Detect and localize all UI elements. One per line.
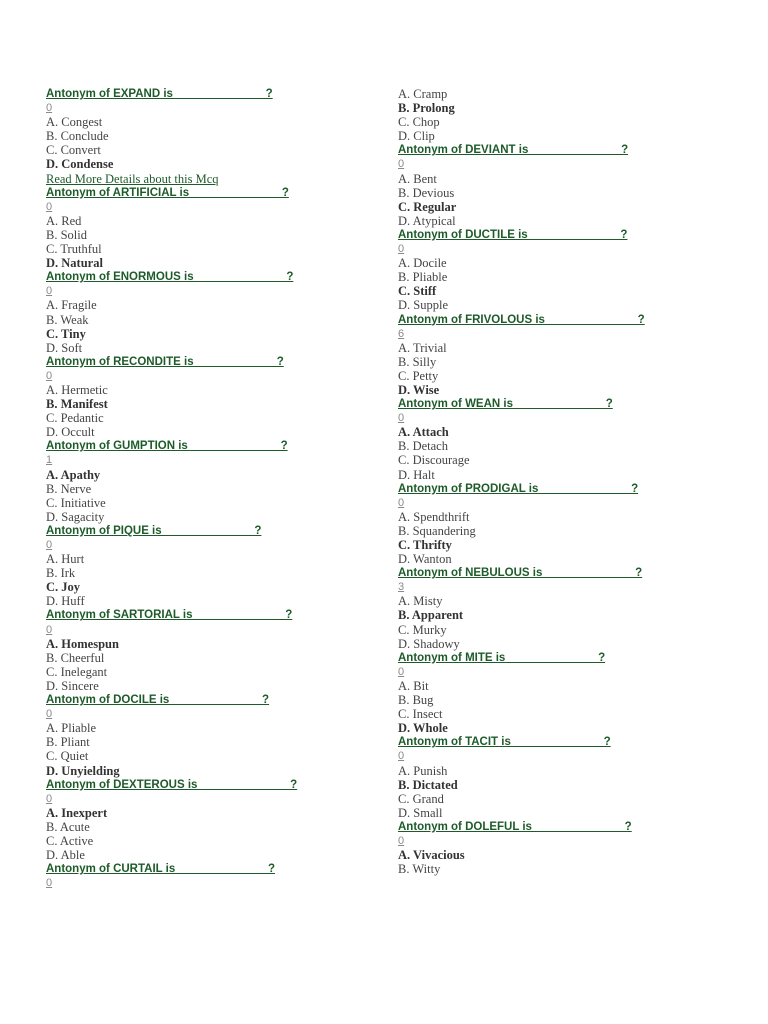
answer-option: A. Misty xyxy=(398,594,443,609)
answer-option: C. Petty xyxy=(398,368,439,383)
correct-option: B. Manifest xyxy=(46,397,108,412)
mcq-block xyxy=(398,735,728,820)
correct-option: B. Dictated xyxy=(398,777,458,792)
comment-count-link[interactable]: 0 xyxy=(46,200,53,213)
answer-option: B. Bug xyxy=(398,693,434,708)
answer-option: B. Pliable xyxy=(398,270,448,285)
answer-option: D. Shadowy xyxy=(398,636,460,651)
answer-option: D. Soft xyxy=(46,340,83,355)
answer-option: A. Docile xyxy=(398,256,447,271)
answer-option: D. Huff xyxy=(46,594,85,609)
comment-count-link[interactable]: 0 xyxy=(46,708,53,721)
answer-option: C. Discourage xyxy=(398,453,470,468)
mcq-block xyxy=(46,186,376,271)
comment-count-link[interactable]: 1 xyxy=(46,454,53,467)
question-title-link[interactable]: Antonym of TACIT is ______________? xyxy=(398,736,611,749)
correct-option: D. Condense xyxy=(46,157,114,172)
question-title-link[interactable]: Antonym of DUCTILE is ______________? xyxy=(398,228,628,241)
comment-count-link[interactable]: 0 xyxy=(398,158,405,171)
mcq-block xyxy=(398,651,728,736)
comment-count-link[interactable]: 0 xyxy=(46,102,53,115)
correct-option: C. Regular xyxy=(398,199,457,214)
mcq-block xyxy=(398,87,728,143)
mcq-block xyxy=(46,862,376,890)
answer-option: C. Chop xyxy=(398,115,440,130)
answer-option: B. Nerve xyxy=(46,481,92,496)
answer-option: D. Wanton xyxy=(398,552,452,567)
answer-option: B. Squandering xyxy=(398,523,476,538)
mcq-block xyxy=(46,439,376,524)
answer-option: B. Detach xyxy=(398,439,448,454)
answer-option: A. Trivial xyxy=(398,340,447,355)
answer-option: A. Punish xyxy=(398,763,448,778)
answer-option: C. Insect xyxy=(398,707,443,722)
comment-count-link[interactable]: 0 xyxy=(398,834,405,847)
answer-option: C. Pedantic xyxy=(46,411,104,426)
answer-option: A. Hermetic xyxy=(46,382,108,397)
question-title-link[interactable]: Antonym of PIQUE is ______________? xyxy=(46,524,262,537)
answer-option: B. Silly xyxy=(398,354,437,369)
question-title-link[interactable]: Antonym of NEBULOUS is ______________? xyxy=(398,567,643,580)
correct-option: C. Joy xyxy=(46,580,81,595)
question-title-link[interactable]: Antonym of WEAN is ______________? xyxy=(398,398,613,411)
question-title-link[interactable]: Antonym of MITE is ______________? xyxy=(398,651,606,664)
correct-option: C. Tiny xyxy=(46,326,86,341)
mcq-block xyxy=(398,482,728,567)
correct-option: B. Apparent xyxy=(398,608,464,623)
answer-option: A. Red xyxy=(46,213,82,228)
answer-option: B. Conclude xyxy=(46,129,109,144)
answer-option: A. Fragile xyxy=(46,298,97,313)
question-title-link[interactable]: Antonym of RECONDITE is_____________? xyxy=(46,355,284,368)
correct-option: D. Natural xyxy=(46,256,103,271)
comment-count-link[interactable]: 0 xyxy=(398,496,405,509)
answer-option: C. Initiative xyxy=(46,495,106,510)
comment-count-link[interactable]: 0 xyxy=(46,285,53,298)
correct-option: D. Whole xyxy=(398,721,448,736)
mcq-block xyxy=(398,397,728,482)
question-title-link[interactable]: Antonym of DOLEFUL is ______________? xyxy=(398,820,632,833)
answer-option: A. Bit xyxy=(398,678,429,693)
question-title-link[interactable]: Antonym of ENORMOUS is ______________? xyxy=(46,271,294,284)
mcq-block xyxy=(398,143,728,228)
answer-option: A. Congest xyxy=(46,115,103,130)
comment-count-link[interactable]: 6 xyxy=(398,327,405,340)
question-title-link[interactable]: Antonym of DEVIANT is ______________? xyxy=(398,144,629,157)
answer-option: A. Spendthrift xyxy=(398,509,470,524)
answer-option: A. Pliable xyxy=(46,721,96,736)
answer-option: A. Hurt xyxy=(46,552,85,567)
answer-option: D. Supple xyxy=(398,298,448,313)
correct-option: A. Apathy xyxy=(46,467,101,482)
comment-count-link[interactable]: 0 xyxy=(46,369,53,382)
answer-option: B. Cheerful xyxy=(46,650,105,665)
comment-count-link[interactable]: 0 xyxy=(46,539,53,551)
comment-count-link[interactable]: 0 xyxy=(46,792,53,805)
left-column xyxy=(46,87,376,890)
mcq-block xyxy=(398,820,728,876)
question-title-link[interactable]: Antonym of GUMPTION is ______________? xyxy=(46,440,288,453)
right-column xyxy=(398,87,728,876)
answer-option: B. Witty xyxy=(398,862,441,877)
answer-option: B. Pliant xyxy=(46,735,90,750)
mcq-block xyxy=(46,608,376,693)
comment-count-link[interactable]: 0 xyxy=(398,665,405,678)
answer-option: C. Inelegant xyxy=(46,664,108,679)
answer-option: B. Irk xyxy=(46,566,76,581)
mcq-block xyxy=(46,87,376,186)
comment-count-link[interactable]: 0 xyxy=(398,243,405,256)
question-title-link[interactable]: Antonym of PRODIGAL is ______________? xyxy=(398,482,639,495)
mcq-block xyxy=(398,313,728,398)
correct-option: D. Wise xyxy=(398,382,440,397)
answer-option: B. Devious xyxy=(398,185,455,200)
comment-count-link[interactable]: 0 xyxy=(398,412,405,425)
answer-option: C. Quiet xyxy=(46,749,89,764)
answer-option: B. Solid xyxy=(46,227,87,242)
comment-count-link[interactable]: 3 xyxy=(398,581,405,594)
answer-option: C. Grand xyxy=(398,791,444,806)
correct-option: A. Homespun xyxy=(46,636,119,651)
answer-option: B. Acute xyxy=(46,819,90,834)
answer-option: C. Murky xyxy=(398,622,447,637)
answer-option: D. Occult xyxy=(46,425,95,440)
correct-option: A. Inexpert xyxy=(46,805,108,820)
question-title-link[interactable]: Antonym of ARTIFICIAL is ______________? xyxy=(46,186,289,199)
answer-option: C. Truthful xyxy=(46,242,102,257)
answer-option: C. Active xyxy=(46,833,94,848)
comment-count-link[interactable]: 0 xyxy=(398,750,405,763)
answer-option: D. Halt xyxy=(398,467,435,482)
answer-option: A. Cramp xyxy=(398,87,448,101)
question-title-link[interactable]: Antonym of FRIVOLOUS is ______________? xyxy=(398,313,645,326)
answer-option: B. Weak xyxy=(46,312,89,327)
mcq-block xyxy=(46,778,376,863)
answer-option: C. Convert xyxy=(46,143,101,158)
answer-option: D. Sagacity xyxy=(46,509,105,524)
answer-option: D. Small xyxy=(398,805,443,820)
question-title-link[interactable]: Antonym of EXPAND is ______________? xyxy=(46,88,273,100)
correct-option: A. Attach xyxy=(398,425,449,440)
correct-option: C. Stiff xyxy=(398,284,437,299)
mcq-block xyxy=(46,270,376,355)
mcq-block xyxy=(46,693,376,778)
comment-count-link[interactable]: 0 xyxy=(46,877,53,890)
answer-option: D. Atypical xyxy=(398,213,456,228)
correct-option: A. Vivacious xyxy=(398,848,465,863)
question-title-link[interactable]: Antonym of SARTORIAL is ______________? xyxy=(46,609,293,622)
mcq-block xyxy=(46,355,376,440)
answer-option: D. Able xyxy=(46,848,85,863)
question-title-link[interactable]: Antonym of DOCILE is ______________? xyxy=(46,694,270,707)
answer-option: D. Sincere xyxy=(46,678,99,693)
correct-option: C. Thrifty xyxy=(398,538,452,552)
answer-option: D. Clip xyxy=(398,129,435,144)
read-more-link[interactable]: Read More Details about this Mcq xyxy=(46,171,219,186)
mcq-block xyxy=(398,566,728,651)
question-title-link[interactable]: Antonym of DEXTEROUS is ______________? xyxy=(46,778,298,791)
correct-option: D. Unyielding xyxy=(46,763,120,778)
mcq-block xyxy=(398,228,728,313)
question-title-link[interactable]: Antonym of CURTAIL is ______________? xyxy=(46,863,276,876)
mcq-block xyxy=(46,524,376,609)
answer-option: A. Bent xyxy=(398,171,437,186)
correct-option: B. Prolong xyxy=(398,101,455,116)
comment-count-link[interactable]: 0 xyxy=(46,623,53,636)
